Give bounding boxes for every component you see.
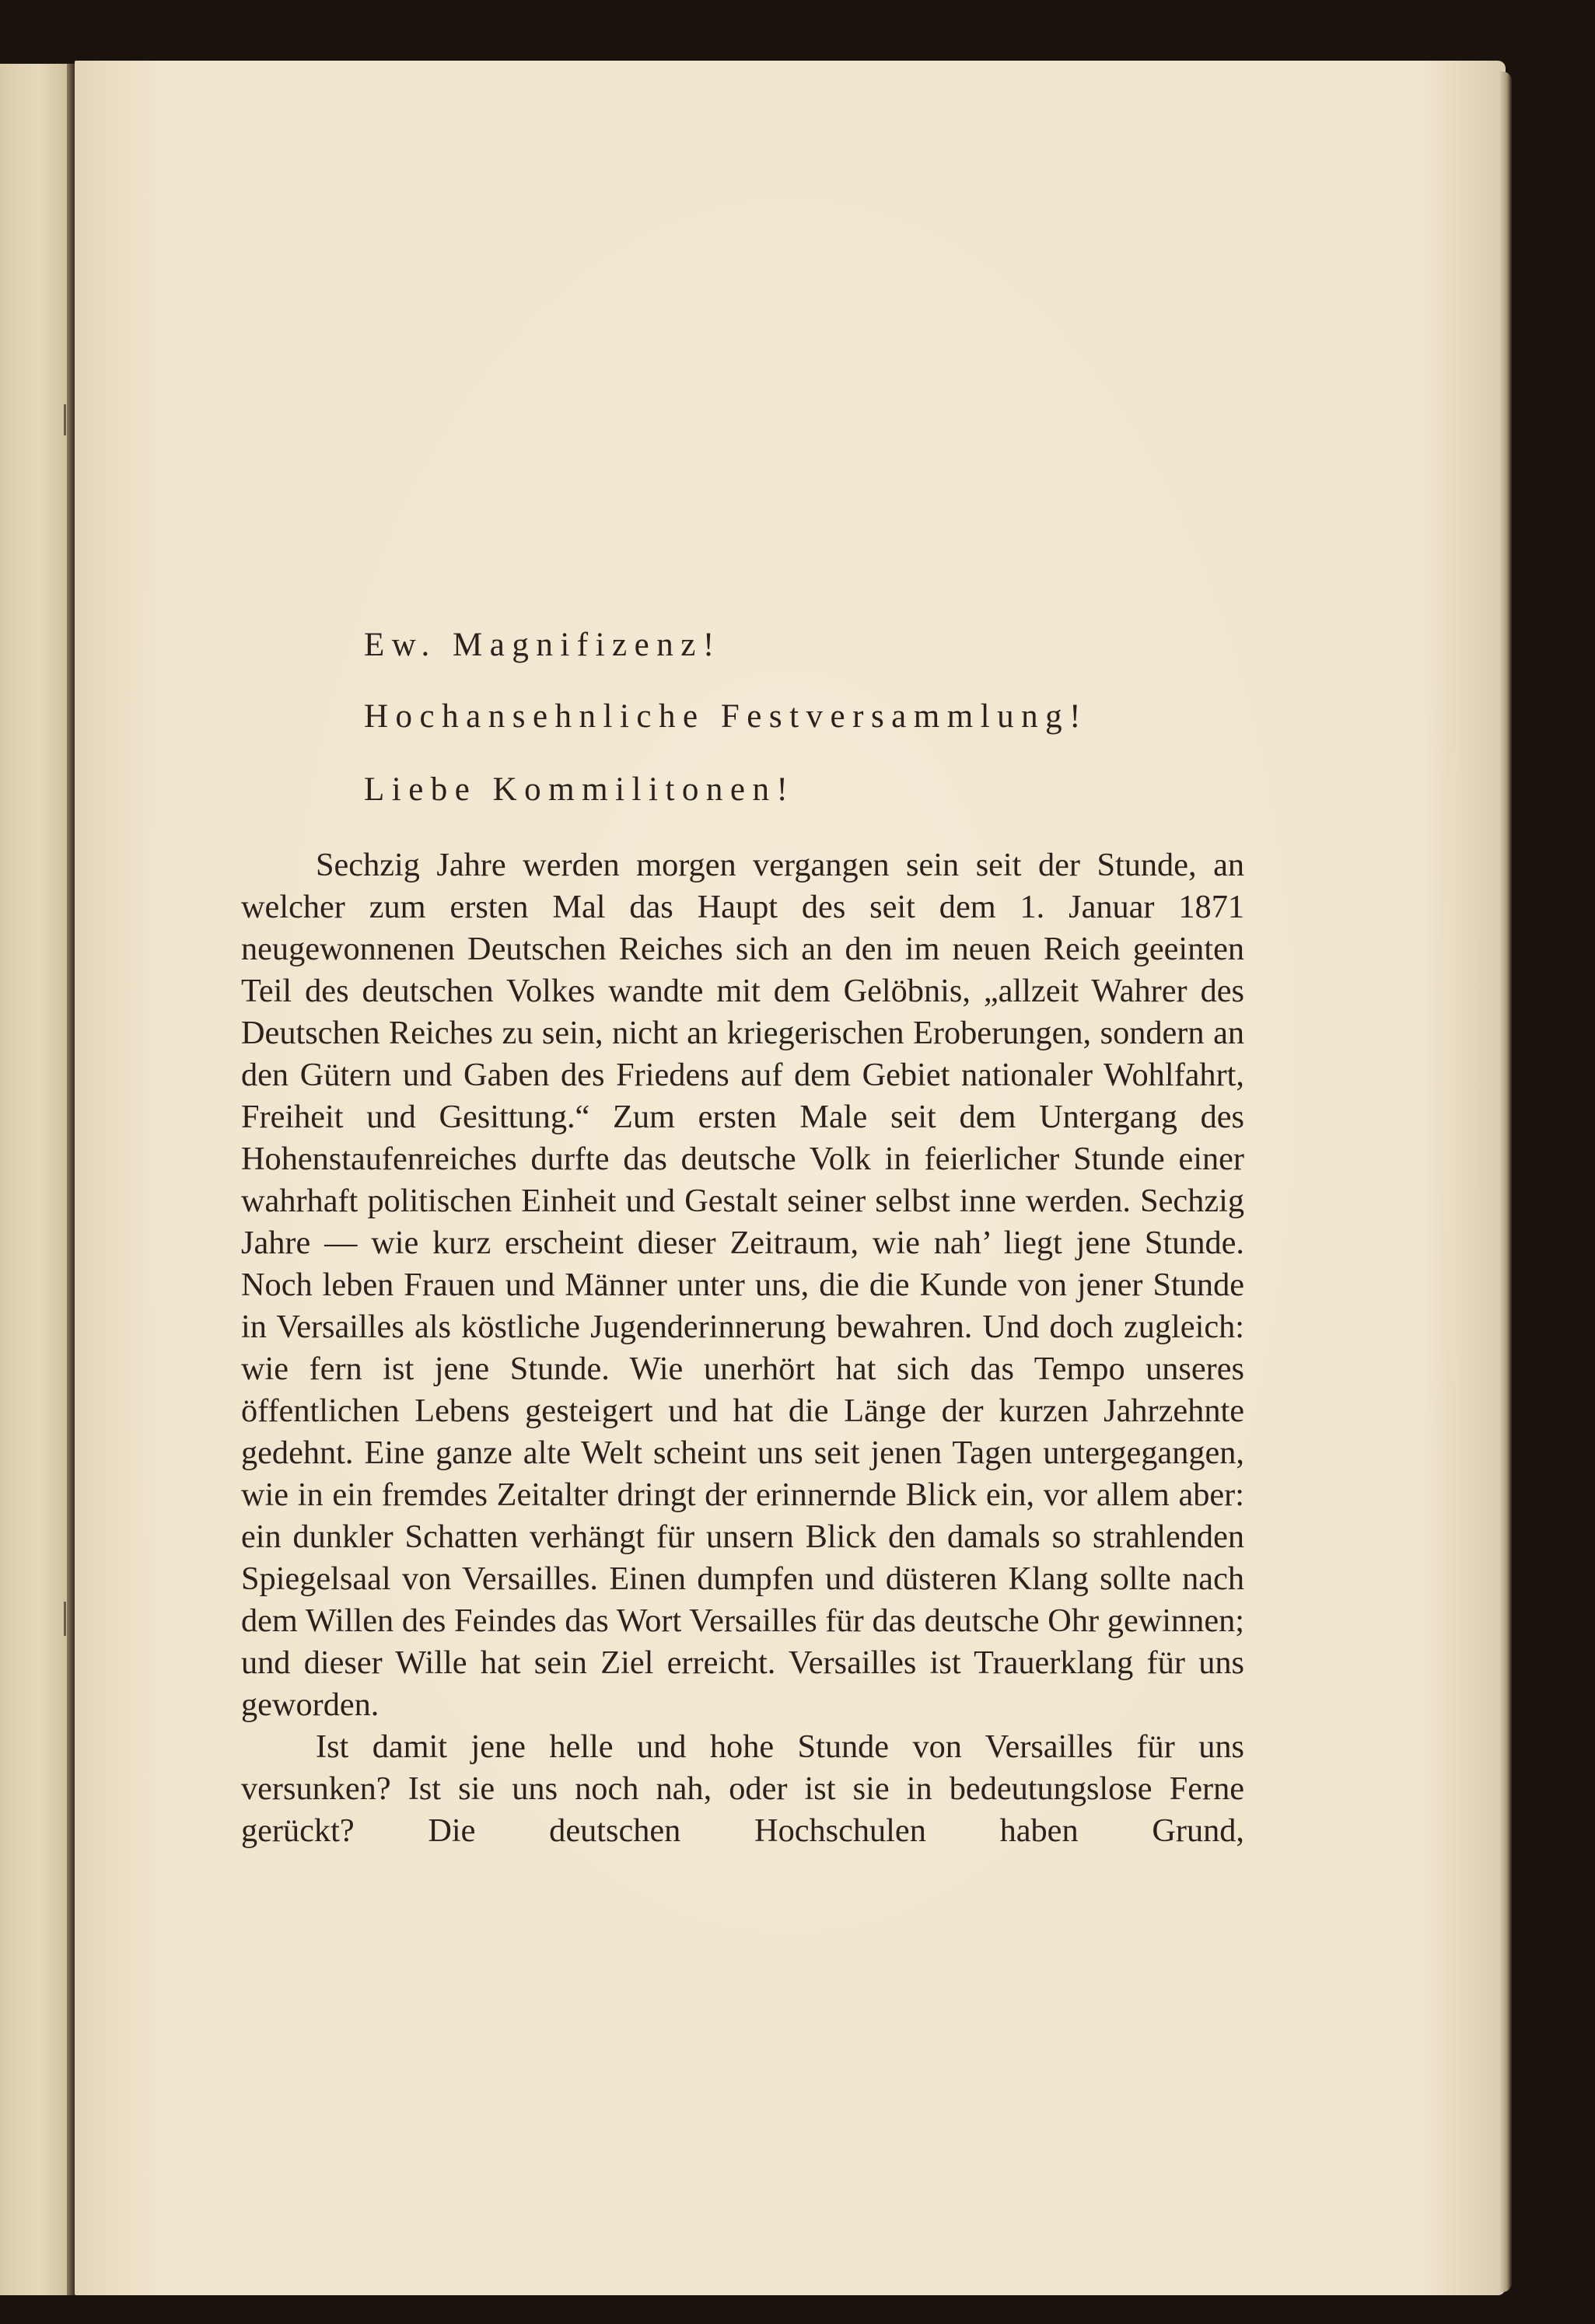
page-edge — [1499, 72, 1512, 2292]
paragraph: Ist damit jene helle und hohe Stunde von Versailles für uns versunken? Ist sie uns noch nah, oder ist sie in bedeutungslose Ferne gerückt? Die deutschen Hochschulen haben Grund, — [241, 1728, 1244, 1849]
page-text — [241, 628, 1244, 1852]
salutation-magnifizenz: Ew. Magnifizenz! — [364, 627, 722, 663]
gutter-mark — [64, 1602, 66, 1636]
salutation-festversammlung: Hochansehnliche Festversammlung! — [364, 698, 1088, 735]
paragraph: Sechzig Jahre werden morgen vergangen sein seit der Stunde, an welcher zum ersten Mal das Haupt des seit dem 1. Januar 1871 neugewonnenen Deutschen Reiches sich an den im neuen Reich geeinten Teil des deutschen Volkes wandte mit dem Gelöbnis, „allzeit Wahrer des Deutschen Reiches zu sein, nicht an kriegerischen Eroberungen, sondern an den Gütern und Gaben des Friedens auf dem Gebiet nationaler Wohlfahrt, Freiheit und Gesittung.“ Zum ersten Male seit dem Untergang des Hohenstaufenreiches durfte das deutsche Volk in feierlicher Stunde einer wahrhaft politischen Einheit und Gestalt seiner selbst inne werden. Sechzig Jahre — wie kurz erscheint dieser Zeitraum, wie nah’ liegt jene Stunde. Noch leben Frauen und Männer unter uns, die die Kunde von jener Stunde in Versailles als köstliche Jugenderinnerung bewahren. Und doch zugleich: wie fern ist jene Stunde. Wie unerhört hat sich das Tempo unseres öffentlichen Lebens gesteigert und hat die Länge der kurzen Jahrzehnte gedehnt. Eine ganze alte Welt scheint uns seit jenen Tagen untergegangen, wie in ein fremdes Zeitalter dringt der erinnernde Blick ein, vor allem aber: ein dunkler Schatten verhängt für unsern Blick den damals so strahlenden Spiegelsaal von Versailles. Einen dumpfen und düsteren Klang sollte nach dem Willen des Feindes das Wort Versailles für das deutsche Ohr gewinnen; und dieser Wille hat sein Ziel erreicht. Versailles ist Trauerklang für uns geworden. — [241, 847, 1244, 1723]
gutter-mark — [64, 404, 66, 435]
facing-page-edge — [0, 64, 70, 2295]
body-text — [241, 844, 1244, 1852]
book-gutter — [67, 64, 75, 2295]
salutation-kommilitonen: Liebe Kommilitonen! — [364, 771, 796, 808]
